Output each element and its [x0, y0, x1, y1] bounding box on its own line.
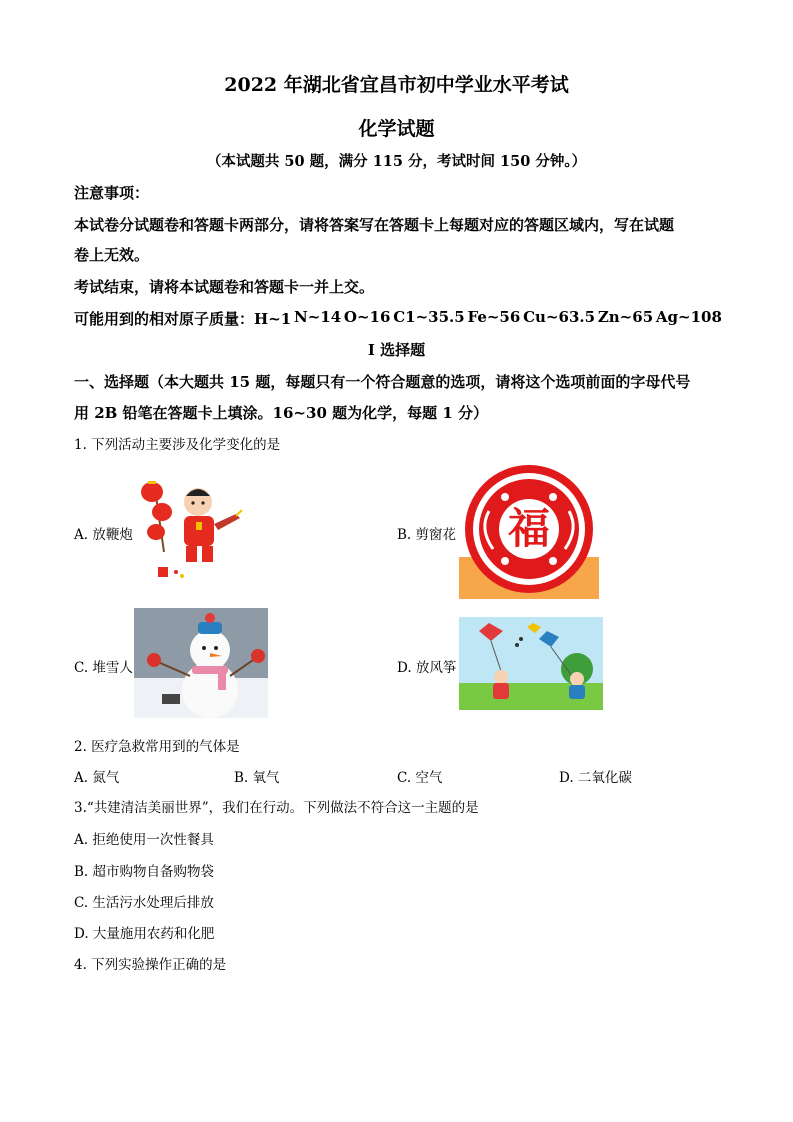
q1-stem: 1. 下列活动主要涉及化学变化的是 [74, 437, 281, 453]
q1-option-a: A. 放鞭炮 [74, 527, 133, 543]
q3-option-d: D. 大量施用农药和化肥 [74, 926, 215, 942]
atomic-mass-o: O~16 [343, 308, 391, 326]
papercut-fu-image [459, 461, 599, 599]
q2-option-a: A. 氮气 [74, 770, 120, 786]
notice-line-1: 本试卷分试题卷和答题卡两部分，请将答案写在答题卡上每题对应的答题区域内，写在试题 [74, 216, 675, 234]
atomic-mass-label: 可能用到的相对原子质量：H~1 [74, 310, 292, 328]
atomic-mass-line [74, 308, 722, 329]
exam-note: （本试题共 50 题，满分 115 分，考试时间 150 分钟。） [206, 153, 587, 170]
part-instructions-1: 一、选择题（本大题共 15 题，每题只有一个符合题意的选项，请将这个选项前面的字母代号 [74, 373, 691, 391]
q4-stem: 4. 下列实验操作正确的是 [74, 957, 227, 973]
fu-character-text: 福 [507, 504, 550, 553]
notice-line-2: 卷上无效。 [74, 246, 150, 264]
atomic-mass-cl: C1~35.5 [393, 308, 465, 326]
snowman-image [134, 608, 268, 718]
atomic-mass-zn: Zn~65 [597, 308, 654, 326]
q2-option-d: D. 二氧化碳 [559, 770, 632, 786]
atomic-mass-n: N~14 [293, 308, 342, 326]
q1-option-c: C. 堆雪人 [74, 660, 133, 676]
subject-title: 化学试题 [358, 118, 435, 140]
atomic-mass-cu: Cu~63.5 [523, 308, 596, 326]
section-heading: I 选择题 [367, 341, 426, 359]
firecracker-boy-image [136, 472, 248, 584]
q2-stem: 2. 医疗急救常用到的气体是 [74, 739, 240, 755]
q3-option-a: A. 拒绝使用一次性餐具 [74, 832, 214, 848]
notice-heading: 注意事项： [74, 184, 150, 202]
q2-option-c: C. 空气 [397, 770, 443, 786]
q1-option-b: B. 剪窗花 [397, 527, 457, 543]
q3-option-b: B. 超市购物自备购物袋 [74, 864, 215, 880]
kite-flying-image [459, 617, 603, 710]
part-instructions-2: 用 2B 铅笔在答题卡上填涂。16~30 题为化学，每题 1 分） [74, 404, 488, 422]
notice-line-3: 考试结束，请将本试题卷和答题卡一并上交。 [74, 278, 375, 296]
q3-stem: 3.“共建清洁美丽世界”，我们在行动。下列做法不符合这一主题的是 [74, 800, 479, 816]
q1-option-d: D. 放风筝 [397, 660, 457, 676]
atomic-mass-fe: Fe~56 [467, 308, 521, 326]
atomic-mass-ag: Ag~108 [655, 308, 722, 326]
q2-option-b: B. 氧气 [234, 770, 280, 786]
q3-option-c: C. 生活污水处理后排放 [74, 895, 214, 911]
exam-title: 2022 年湖北省宜昌市初中学业水平考试 [224, 74, 569, 96]
